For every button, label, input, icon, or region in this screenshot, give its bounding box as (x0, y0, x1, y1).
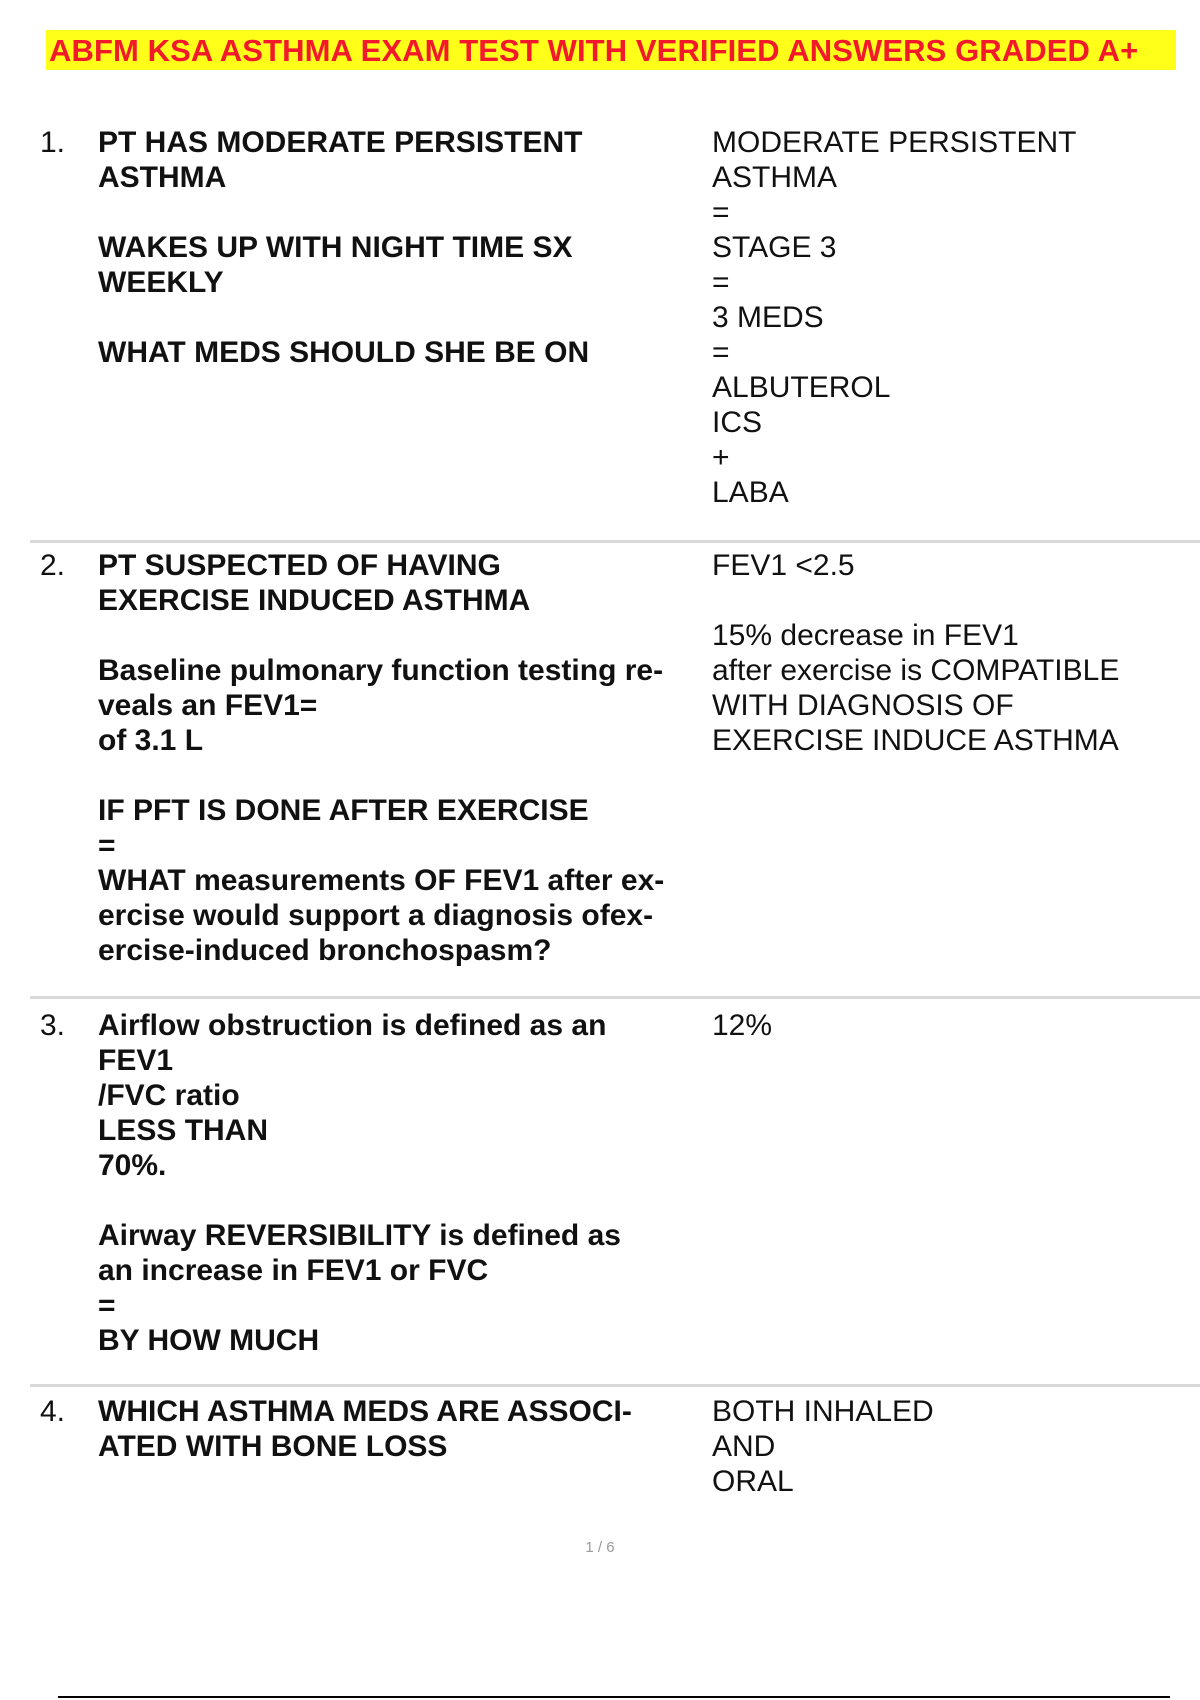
question-line: 70%. (98, 1149, 167, 1182)
blank-line (98, 195, 708, 230)
answer (712, 548, 1182, 758)
answer-line: EXERCISE INDUCE ASTHMA (712, 724, 1119, 757)
question-line: LESS THAN (98, 1114, 269, 1147)
question-line: = (98, 1289, 116, 1322)
question-line: ASTHMA (98, 161, 227, 194)
bottom-rule (58, 1696, 1170, 1698)
question-line: Airway REVERSIBILITY is defined as (98, 1219, 621, 1252)
question-line: WEEKLY (98, 266, 224, 299)
answer-line: ALBUTEROL (712, 371, 891, 404)
question-line: veals an FEV1= (98, 689, 318, 722)
question-line: WAKES UP WITH NIGHT TIME SX (98, 231, 573, 264)
question-line: = (98, 829, 116, 862)
question-line: of 3.1 L (98, 724, 204, 757)
question-line: ercise-induced bronchospasm? (98, 934, 552, 967)
answer-line: LABA (712, 476, 789, 509)
answer-line: ASTHMA (712, 161, 838, 194)
question-line: EXERCISE INDUCED ASTHMA (98, 584, 531, 617)
title-highlight (46, 30, 1176, 70)
question-line: WHAT MEDS SHOULD SHE BE ON (98, 336, 590, 369)
blank-line (98, 1183, 708, 1218)
blank-line (98, 618, 708, 653)
answer-line: ICS (712, 406, 763, 439)
answer-line: ORAL (712, 1465, 794, 1498)
row-divider (30, 996, 1200, 999)
question-line: an increase in FEV1 or FVC (98, 1254, 489, 1287)
question (98, 1394, 708, 1464)
item-number: 4. (40, 1395, 66, 1428)
question (98, 125, 708, 370)
question-line: WHAT measurements OF FEV1 after ex- (98, 864, 665, 897)
answer-line: WITH DIAGNOSIS OF (712, 689, 1014, 722)
answer-line: = (712, 266, 730, 299)
answer-line: FEV1 <2.5 (712, 549, 855, 582)
question-line: PT SUSPECTED OF HAVING (98, 549, 501, 582)
question (98, 548, 708, 968)
answer-line: = (712, 336, 730, 369)
question-line: Baseline pulmonary function testing re- (98, 654, 664, 687)
question-line: WHICH ASTHMA MEDS ARE ASSOCI- (98, 1395, 632, 1428)
question-line: FEV1 (98, 1044, 174, 1077)
question-line: BY HOW MUCH (98, 1324, 320, 1357)
question-line: Airflow obstruction is defined as an (98, 1009, 607, 1042)
question-line: IF PFT IS DONE AFTER EXERCISE (98, 794, 589, 827)
question (98, 1008, 708, 1358)
answer-line: AND (712, 1430, 776, 1463)
question-line: ercise would support a diagnosis ofex- (98, 899, 654, 932)
answer-line: + (712, 441, 730, 474)
answer-line: 3 MEDS (712, 301, 824, 334)
page-number: 1 / 6 (585, 1539, 615, 1556)
blank-line (98, 300, 708, 335)
answer-line: after exercise is COMPATIBLE (712, 654, 1120, 687)
answer-line: MODERATE PERSISTENT (712, 126, 1077, 159)
question-line: /FVC ratio (98, 1079, 240, 1112)
answer (712, 1008, 1182, 1043)
question-line: PT HAS MODERATE PERSISTENT (98, 126, 583, 159)
answer (712, 125, 1182, 510)
item-number: 1. (40, 126, 66, 159)
answer-line: 15% decrease in FEV1 (712, 619, 1019, 652)
blank-line (712, 583, 1182, 618)
row-divider (30, 540, 1200, 543)
answer-line: 12% (712, 1009, 773, 1042)
answer-line: STAGE 3 (712, 231, 837, 264)
document-title: ABFM KSA ASTHMA EXAM TEST WITH VERIFIED ANSWERS GRADED A+ (49, 33, 1139, 68)
answer (712, 1394, 1182, 1499)
answer-line: = (712, 196, 730, 229)
question-line: ATED WITH BONE LOSS (98, 1430, 448, 1463)
blank-line (98, 758, 708, 793)
answer-line: BOTH INHALED (712, 1395, 934, 1428)
row-divider (30, 1384, 1200, 1387)
item-number: 3. (40, 1009, 66, 1042)
item-number: 2. (40, 549, 66, 582)
